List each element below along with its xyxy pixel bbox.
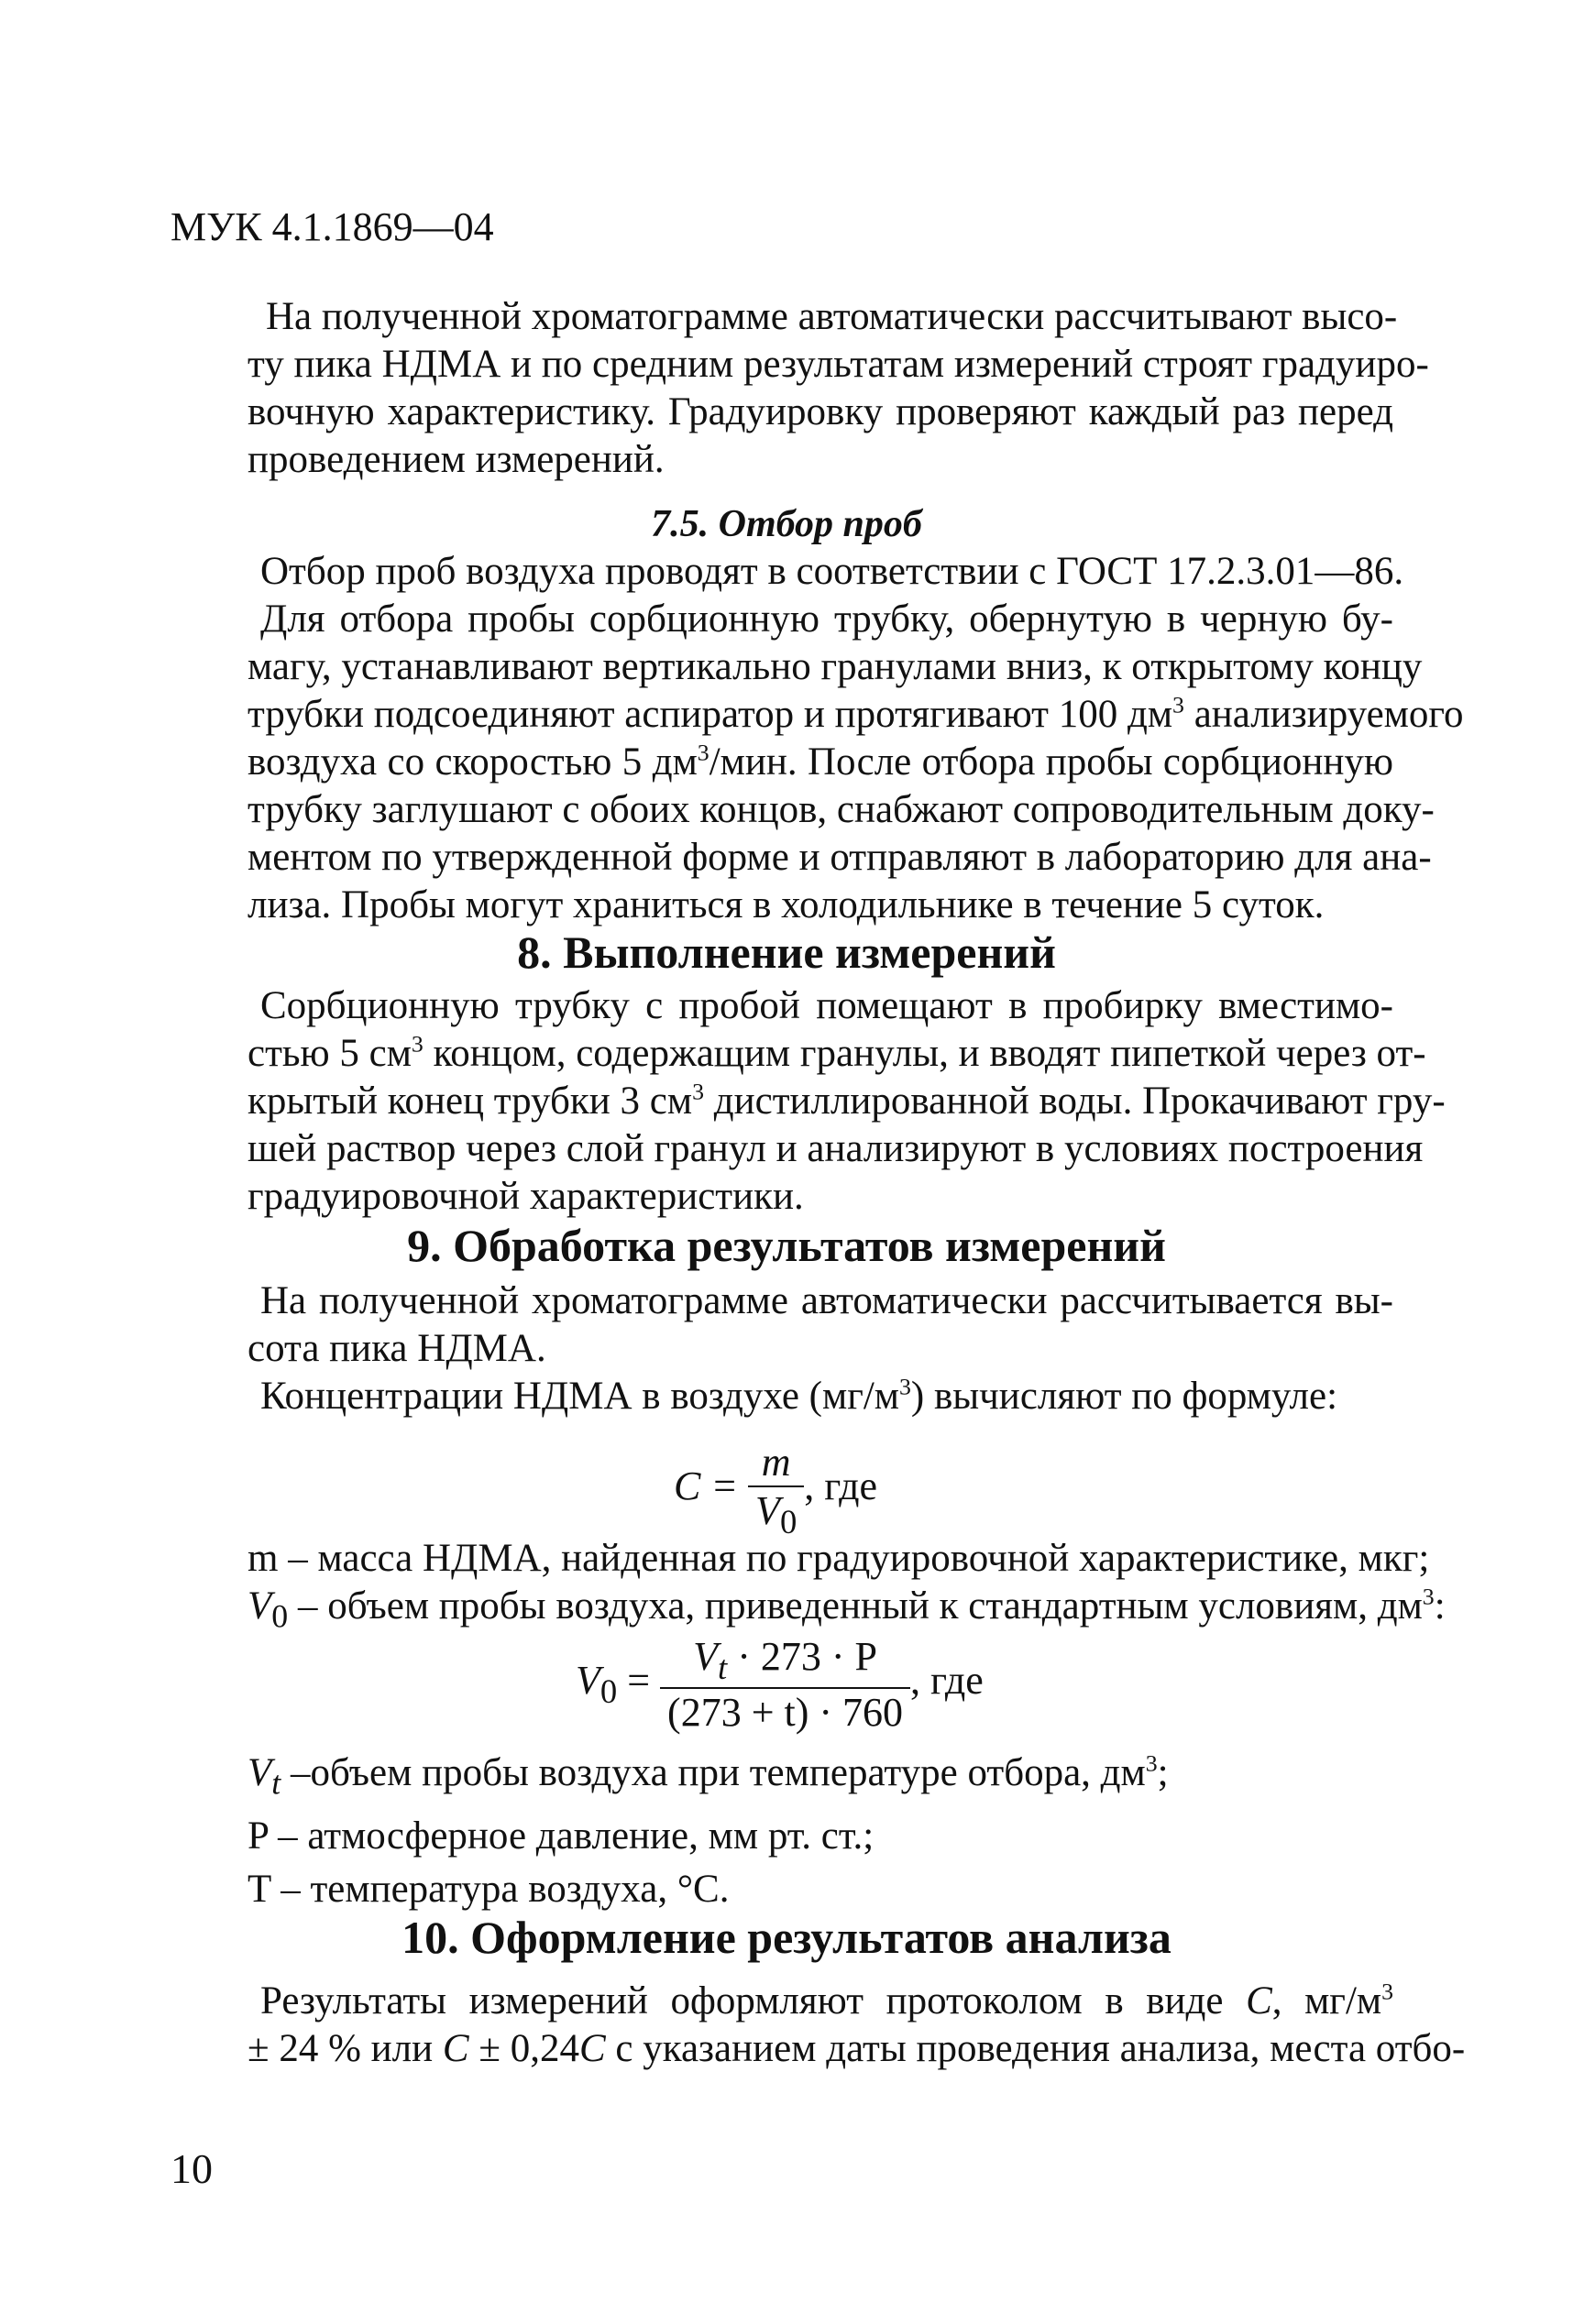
text-line: Сорбционную трубку с пробой помещают в пробирку вместимо-	[260, 984, 1393, 1027]
text-line: трубки подсоединяют аспиратор и протягивают 100 $дм^3$ анализируемого	[248, 691, 1464, 736]
document-code: МУК 4.1.1869—04	[170, 204, 494, 249]
sampling-section	[248, 548, 1464, 929]
concentration-formula: C = $\frac{m}{V_0}$ , где	[674, 1440, 878, 1540]
definitions-block	[248, 1535, 1446, 1640]
definition-v0: $V_0$ – объем пробы воздуха, приведенный к стандартным условиям, $дм^3$:	[248, 1583, 1446, 1635]
text-line: магу, устанавливают вертикально гранулами вниз, к открытому концу	[248, 645, 1423, 688]
text-line: ± 24 % или C ± 0,24C с указанием даты проведения анализа, места отбо-	[248, 2027, 1466, 2070]
text-line: Концентрации НДМА в воздухе $(мг/м^3)$ вычисляют по формуле:	[260, 1373, 1338, 1418]
text-line: воздуха со скоростью 5 $дм^3$/мин. После отбора пробы сорбционную	[248, 739, 1393, 784]
text-line: На полученной хроматограмме автоматически рассчитывают высо-	[266, 295, 1398, 338]
section-title: 8. Выполнение измерений	[517, 926, 1056, 978]
text-line: вочную характеристику. Градуировку проверяют каждый раз перед	[248, 390, 1393, 433]
text-line: сота пика НДМА.	[248, 1327, 546, 1370]
text-line: градуировочной характеристики.	[248, 1175, 804, 1218]
text-line: Отбор проб воздуха проводят в соответствии с ГОСТ 17.2.3.01—86.	[260, 550, 1404, 593]
text-line: ментом по утвержденной форме и отправляют в лабораторию для ана-	[248, 836, 1432, 879]
definition-p: P – атмосферное давление, мм рт. ст.;	[248, 1814, 874, 1858]
text-line: На полученной хроматограмме автоматически рассчитывается вы-	[260, 1279, 1393, 1322]
section-title: 10. Оформление результатов анализа	[402, 1912, 1172, 1963]
text-line: стью 5 $см^3$ концом, содержащим гранулы, и вводят пипеткой через от-	[248, 1030, 1426, 1075]
subsection-title: 7.5. Отбор проб	[651, 503, 922, 545]
text-line: Результаты измерений оформляют протоколом в виде C, $мг/м^3$	[260, 1978, 1394, 2023]
text-line: лиза. Пробы могут храниться в холодильнике в течение 5 суток.	[248, 883, 1325, 926]
definition-t: T – температура воздуха, °С.	[248, 1867, 730, 1911]
definitions-block-2	[248, 1747, 1402, 1916]
page-number: 10	[170, 2145, 213, 2192]
section-title: 9. Обработка результатов измерений	[407, 1220, 1166, 1271]
intro-paragraph	[248, 293, 1429, 484]
definition-m: m – масса НДМА, найденная по градуировочной характеристике, мкг;	[248, 1537, 1430, 1580]
text-line: проведением измерений.	[248, 438, 665, 481]
processing-section	[248, 1277, 1393, 1420]
fraction: $\frac{V_t \cdot 273 \cdot P}{(273 + t) \cdot 760}$	[660, 1633, 910, 1736]
definition-vt: $V_t$ –объем пробы воздуха при температуре отбора, $дм^3$;	[248, 1749, 1169, 1802]
text-line: шей раствор через слой гранул и анализируют в условиях построения	[248, 1127, 1424, 1170]
results-section	[248, 1978, 1466, 2073]
text-line: Для отбора пробы сорбционную трубку, обернутую в черную бу-	[260, 597, 1393, 641]
text-line: крытый конец трубки 3 $см^3$ дистиллированной воды. Прокачивают гру-	[248, 1078, 1446, 1123]
volume-formula: $V_0$ = $\frac{V_t \cdot 273 \cdot P}{(273 + t) \cdot 760}$ , где	[576, 1634, 984, 1735]
text-line: трубку заглушают с обоих концов, снабжают сопроводительным доку-	[248, 788, 1435, 831]
fraction: $\frac{m}{V_0}$	[748, 1439, 804, 1541]
text-line: ту пика НДМА и по средним результатам измерений строят градуиро-	[248, 343, 1429, 386]
measurement-section	[248, 982, 1446, 1221]
